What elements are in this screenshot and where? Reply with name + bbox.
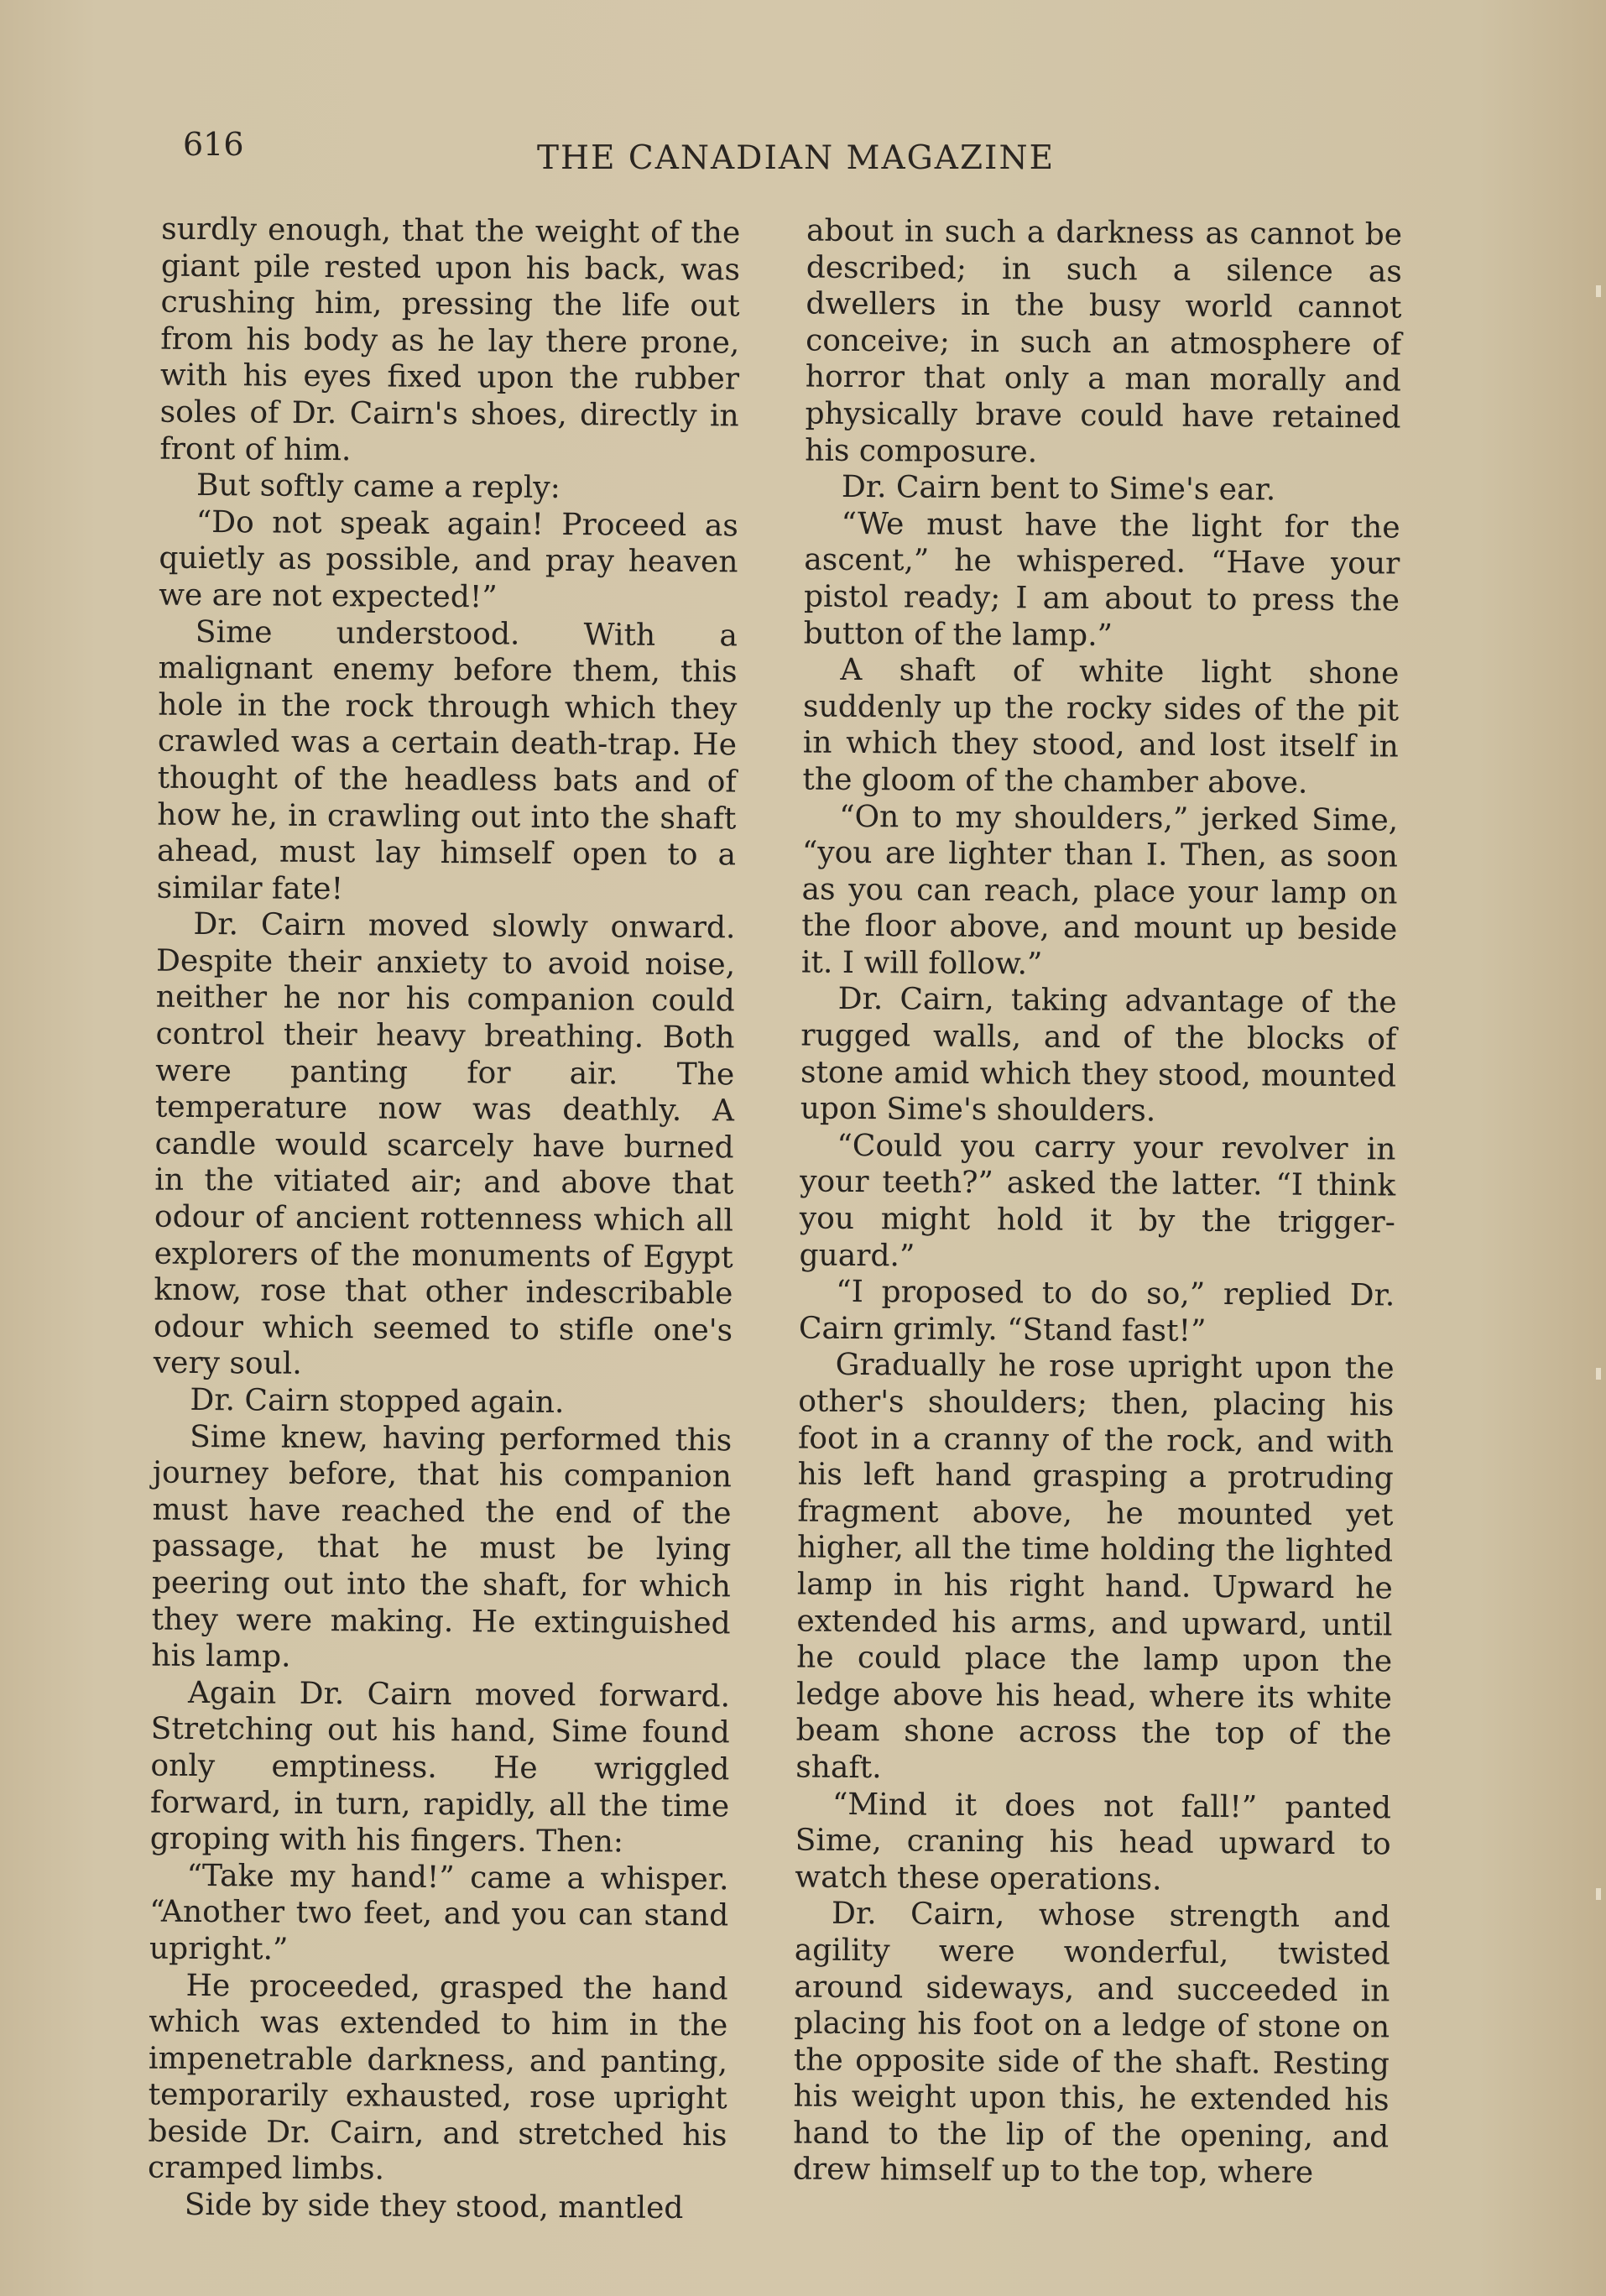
paragraph: Sime knew, having performed this journey before, that his companion must have reached the end of the passage, that he must be lying peering out into the shaft, for which they were making. He extinguished his lamp. bbox=[151, 1419, 733, 1674]
edge-mark bbox=[1596, 1888, 1601, 1900]
paragraph: “Take my hand!” came a whisper. “Another two feet, and you can stand upright.” bbox=[149, 1858, 729, 1967]
paragraph: surdly enough, that the weight of the giant pile rested upon his back, was crushing him, pressing the life out from his body as he lay there prone, with his eyes fixed upon the rubber soles of Dr. Cairn's shoes, directly in front of him. bbox=[159, 211, 741, 467]
page-number: 616 bbox=[183, 126, 244, 163]
paragraph: “Could you carry your revolver in your teeth?” asked the latter. “I think you might hold it by the trigger-guard.” bbox=[799, 1128, 1396, 1274]
paragraph: “I proposed to do so,” replied Dr. Cairn grimly. “Stand fast!” bbox=[798, 1275, 1395, 1349]
paragraph: Dr. Cairn bent to Sime's ear. bbox=[841, 470, 1276, 508]
paragraph: “On to my shoulders,” jerked Sime, “you are lighter than I. Then, as soon as you can reach, place your lamp on the floor above, and mount up beside it. I will follow.” bbox=[800, 799, 1399, 982]
edge-mark bbox=[1596, 285, 1601, 297]
right-column bbox=[793, 213, 1402, 2193]
paragraph: Side by side they stood, mantled bbox=[184, 2187, 684, 2226]
paragraph: He proceeded, grasped the hand which was extended to him in the impenetrable darkness, and panting, temporarily exhausted, rose upright beside Dr. Cairn, and stretched his cramped limbs. bbox=[147, 1968, 728, 2188]
paragraph: Gradually he rose upright upon the other's shoulders; then, placing his foot in a cranny of the rock, and with his left hand grasping a protruding fragment above, he mounted yet higher, all the time holding the lighted lamp in his right hand. Upward he extended his arms, and upward, until he could place the lamp upon the ledge above his head, where its white beam shone across the top of the shaft. bbox=[795, 1348, 1395, 1786]
paragraph: Dr. Cairn, taking advantage of the rugged walls, and of the blocks of stone amid which they stood, mounted upon Sime's shoulders. bbox=[800, 982, 1397, 1129]
paragraph: But softly came a reply: bbox=[196, 468, 561, 506]
paragraph: Sime understood. With a malignant enemy before them, this hole in the rock through which they crawled was a certain death-trap. He thought of the headless bats and of how he, in crawling out into the shaft ahead, must lay himself open to a similar fate! bbox=[156, 614, 738, 906]
edge-mark bbox=[1596, 1368, 1601, 1380]
left-column bbox=[148, 211, 741, 2227]
paragraph: Again Dr. Cairn moved forward. Stretching out his hand, Sime found only emptiness. He wriggled forward, in turn, rapidly, all the time groping with his fingers. Then: bbox=[149, 1675, 731, 1860]
paragraph: “Do not speak again! Proceed as quietly as possible, and pray heaven we are not expected!” bbox=[159, 504, 738, 615]
paragraph: “Mind it does not fall!” panted Sime, craning his head upward to watch these operations. bbox=[795, 1787, 1392, 1897]
paragraph: about in such a darkness as cannot be described; in such a silence as dwellers in the busy world cannot conceive; in such an atmosphere of horror that only a man morally and physically brave could have retained his composure. bbox=[805, 213, 1403, 470]
paragraph: Dr. Cairn, whose strength and agility were wonderful, twisted around sideways, and succeeded in placing his foot on a ledge of stone on the opposite side of the shaft. Resting his weight upon this, he extended his hand to the lip of the opening, and drew himself up to the top, where bbox=[792, 1897, 1391, 2191]
paragraph: Dr. Cairn moved slowly onward. Despite their anxiety to avoid noise, neither he nor his companion could control their heavy breathing. Both were panting for air. The temperature now was deathly. A candle would scarcely have burned in the vitiated air; and above that odour of ancient rottenness which all explorers of the monuments of Egypt know, rose that other indescribable odour which seemed to stifle one's very soul. bbox=[153, 907, 736, 1382]
paragraph: “We must have the light for the ascent,” he whispered. “Have your pistol ready; I am about to press the button of the lamp.” bbox=[803, 506, 1400, 653]
paragraph: A shaft of white light shone suddenly up the rocky sides of the pit in which they stood, and lost itself in the gloom of the chamber above. bbox=[802, 652, 1400, 801]
paragraph: Dr. Cairn stopped again. bbox=[190, 1382, 565, 1421]
running-head: THE CANADIAN MAGAZINE bbox=[537, 139, 1056, 177]
